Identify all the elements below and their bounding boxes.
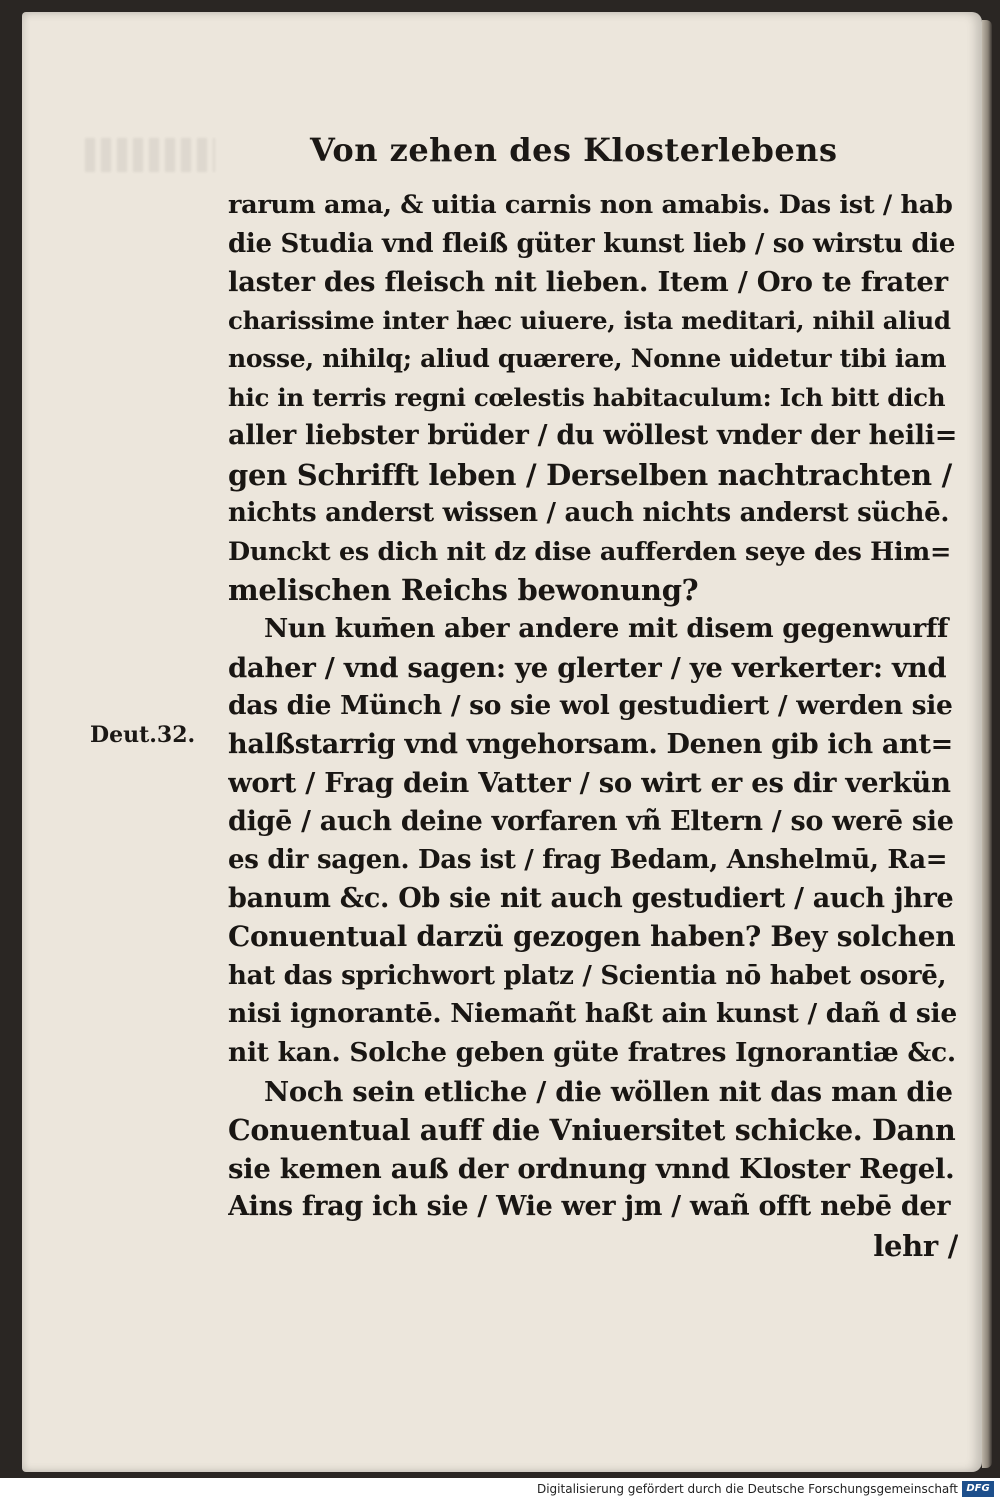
text-line: hic in terris regni cœlestis habitaculum: Ich bitt dich (228, 382, 946, 412)
text-line: halßstarrig vnd vngehorsam. Denen gib ich ant= (228, 728, 953, 760)
bleed-through-shadow (85, 138, 215, 172)
text-line: charissime inter hæc uiuere, ista meditari, nihil aliud (228, 305, 951, 335)
running-head: Von zehen des Klosterlebens (310, 131, 838, 169)
text-line: hat das sprichwort platz / Scientia nō habet osorē, (228, 960, 947, 991)
text-line: melischen Reichs bewonung? (228, 573, 699, 608)
text-line: daher / vnd sagen: ye glerter / ye verkerter: vnd (228, 651, 947, 684)
text-line: Ains frag ich sie / Wie wer jm / wañ offt nebē der (228, 1191, 951, 1223)
text-line: es dir sagen. Das ist / frag Bedam, Anshelmū, Ra= (228, 845, 948, 876)
text-line: gen Schrifft leben / Derselben nachtrachten / (228, 457, 952, 492)
text-line: Dunckt es dich nit dz dise aufferden seye des Him= (228, 536, 952, 567)
text-line: das die Münch / so sie wol gestudiert / werden sie (228, 690, 953, 722)
text-line: laster des fleisch nit lieben. Item / Oro te frater (228, 266, 948, 299)
text-line: sie kemen auß der ordnung vnnd Kloster Regel. (228, 1152, 955, 1185)
dfg-logo-icon: DFG (962, 1481, 994, 1497)
paragraph-start-line: Nun kum̄en aber andere mit disem gegenwurff (264, 613, 949, 645)
text-line: nichts anderst wissen / auch nichts anderst süchē. (228, 498, 950, 529)
text-line: aller liebster brüder / du wöllest vnder der heili= (228, 420, 958, 452)
paragraph-start-line: Noch sein etliche / die wöllen nit das man die (264, 1075, 953, 1108)
text-line: banum &c. Ob sie nit auch gestudiert / auch jhre (228, 882, 954, 914)
text-line: die Studia vnd fleiß güter kunst lieb / so wirstu die (228, 228, 956, 259)
text-line: Conuentual auff die Vniuersitet schicke. Dann (228, 1113, 956, 1148)
page-edge (982, 20, 992, 1468)
text-line: nosse, nihilq; aliud quærere, Nonne uidetur tibi iam (228, 344, 947, 374)
text-line: nisi ignorantē. Niemañt haßt ain kunst / dañ d sie (228, 998, 957, 1030)
text-line: digē / auch deine vorfaren vñ Eltern / so werē sie (228, 805, 954, 837)
digitization-credit: Digitalisierung gefördert durch die Deutsche Forschungsgemeinschaft (536, 1482, 958, 1496)
text-line: wort / Frag dein Vatter / so wirt er es dir verkün (228, 767, 951, 800)
marginal-note: Deut.32. (90, 722, 196, 748)
text-line: Conuentual darzü gezogen haben? Bey solchen (228, 920, 956, 954)
text-line: rarum ama, & uitia carnis non amabis. Das ist / hab (228, 190, 953, 220)
text-line: nit kan. Solche geben güte fratres Ignorantiæ &c. (228, 1037, 956, 1069)
catchword-line: lehr / (873, 1228, 958, 1263)
text-block (228, 186, 958, 1265)
